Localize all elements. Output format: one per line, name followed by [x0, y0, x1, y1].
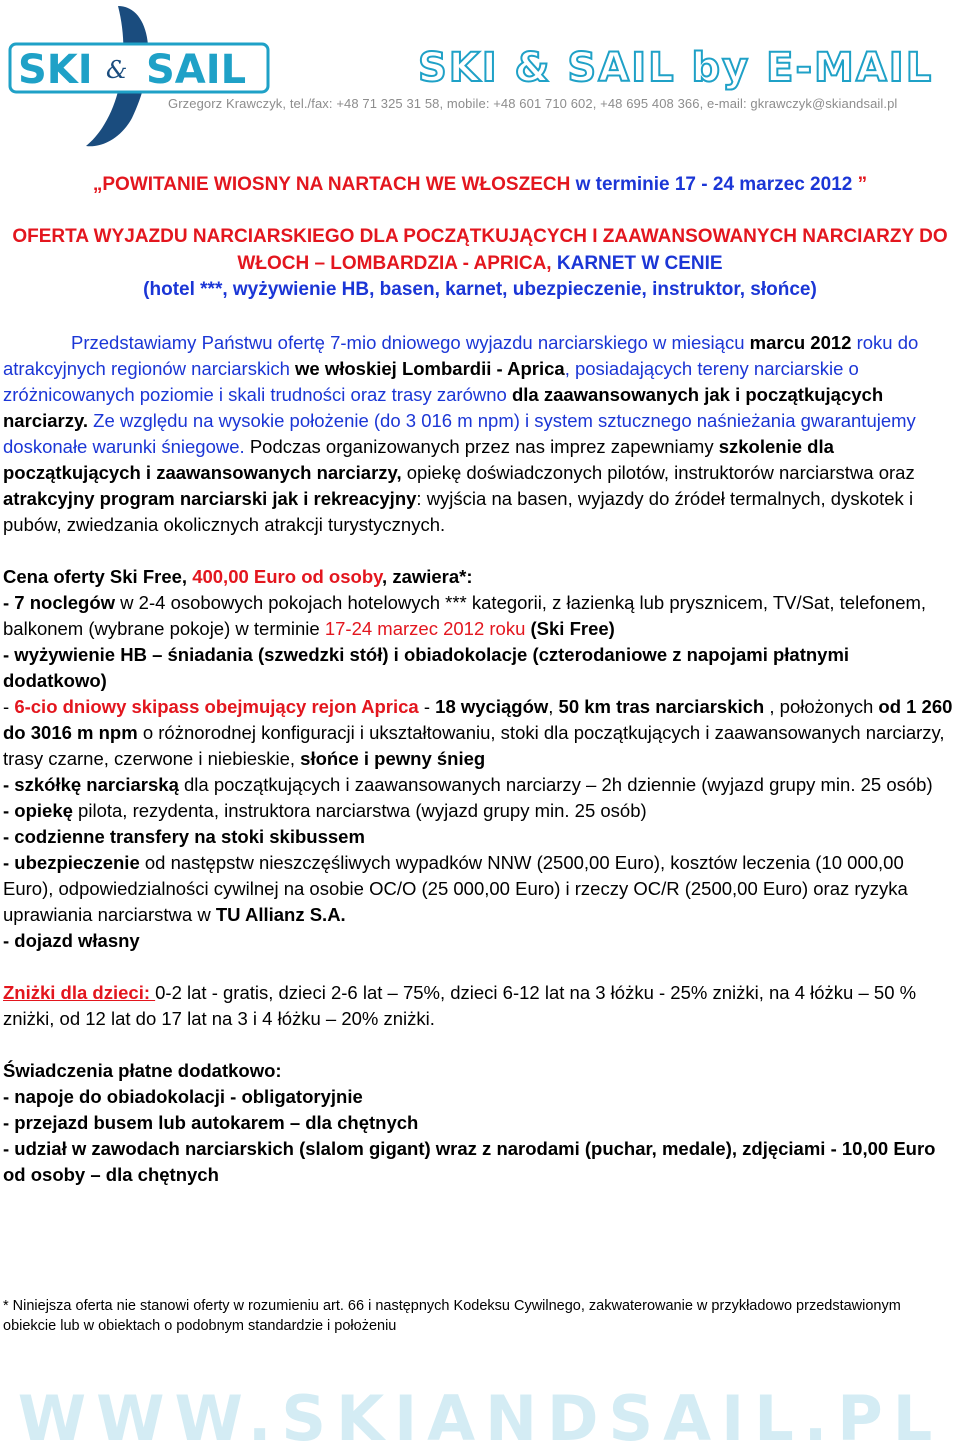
intro-text: Ze względu na wysokie położenie (do 3 016 m npm) i system sztucznego naśnieżania gwarantujemy doskonałe warunki śniegowe. [3, 409, 916, 457]
ski-and-sail-logo [0, 0, 300, 150]
banner-title: SKI & SAIL by E-MAIL [418, 45, 934, 91]
price-suffix: , zawiera*: [382, 565, 473, 587]
inclusion-item [3, 772, 956, 798]
intro-paragraph [0, 330, 960, 538]
intro-text: opiekę doświadczonych pilotów, instruktorów narciarstwa oraz [401, 461, 915, 483]
inclusion-text: - [418, 695, 436, 717]
intro-text: Podczas organizowanych przez nas imprez zapewniamy [244, 435, 719, 457]
inclusion-text: od 1 260 do 3016 m npm [3, 695, 953, 743]
intro-text: dla zaawansowanych jak i początkujących narciarzy. [3, 383, 884, 431]
price-heading [3, 564, 956, 590]
inclusion-item [3, 694, 956, 772]
discounts-text: 0-2 lat - gratis, dzieci 2-6 lat – 75%, dzieci 6-12 lat na 3 łóżku - 25% zniżki, na 4 łóżku – 50 % zniżki, od 12 lat do 17 lat na 3 i 4 łóżku – 20% zniżki. [3, 981, 917, 1029]
inclusion-item [3, 850, 956, 928]
page-header [0, 0, 960, 150]
inclusion-text: - szkółkę narciarską [3, 773, 179, 795]
extras-item: - udział w zawodach narciarskich (slalom gigant) wraz z narodami (puchar, medale), zdjęciami - 10,00 Euro od osoby – dla chętnych [3, 1137, 936, 1185]
inclusion-text: 17-24 marzec 2012 roku [324, 617, 526, 639]
inclusion-item: - wyżywienie HB – śniadania (szwedzki stół) i obiadokolacje (czterodaniowe z napojami płatnymi dodatkowo) [3, 643, 850, 691]
extras-item: - napoje do obiadokolacji - obligatoryjnie [3, 1085, 363, 1107]
offer-title [0, 172, 960, 198]
inclusion-text: od następstw nieszczęśliwych wypadków NNW (2500,00 Euro), kosztów leczenia (10 000,00 Euro), odpowiedzialności cywilnej na osobie OC/O (25 000,00 Euro) i rzeczy OC/R (2500,00 Euro) oraz ryzyka uprawiania narciarstwa w [3, 851, 908, 925]
extras-heading: Świadczenia płatne dodatkowo: [3, 1059, 282, 1081]
intro-text: szkolenie dla początkujących i zaawansowanych narciarzy, [3, 435, 834, 483]
inclusion-text: , położonych [764, 695, 879, 717]
inclusion-item: - dojazd własny [3, 929, 140, 951]
subtitle-features: (hotel ***, wyżywienie HB, basen, karnet, ubezpieczenie, instruktor, słońce) [143, 279, 817, 300]
inclusion-text: o różnorodnej konfiguracji i ukształtowaniu, stoki dla początkujących i zaawansowanych narciarzy, trasy czarne, czerwone i niebieskie, [3, 721, 945, 769]
price-value: 400,00 Euro od osoby [192, 565, 383, 587]
inclusion-text: pilota, rezydenta, instruktora narciarstwa (wyjazd grupy min. 25 osób) [72, 799, 647, 821]
offer-subtitle [0, 224, 960, 304]
subtitle-blue: KARNET W CENIE [551, 252, 723, 274]
inclusion-text: - ubezpieczenie [3, 851, 140, 873]
title-red: „POWITANIE WIOSNY NA NARTACH WE WŁOSZECH [92, 174, 571, 195]
offer-document [0, 172, 960, 1188]
inclusion-text: TU Allianz S.A. [215, 903, 346, 925]
intro-text: , posiadających tereny narciarskie o zróżnicowanych poziomie i skali trudności oraz trasy zarówno [3, 357, 859, 405]
title-close-quote: ” [852, 174, 868, 195]
contact-line: Grzegorz Krawczyk, tel./fax: +48 71 325 31 58, mobile: +48 601 710 602, +48 695 408 366, e-mail: gkrawczyk@skiandsail.pl [168, 96, 898, 111]
inclusion-text: w 2-4 osobowych pokojach hotelowych *** kategorii, z łazienką lub prysznicem, TV/Sat, telefonem, balkonem (wybrane pokoje) w terminie [3, 591, 927, 639]
website-banner [0, 1382, 960, 1449]
discounts-label: Zniżki dla dzieci: [3, 981, 156, 1003]
inclusion-text: - opiekę [3, 799, 73, 821]
inclusion-item [3, 798, 956, 824]
child-discounts [0, 980, 960, 1032]
logo-sail-text: SAIL [146, 47, 247, 93]
intro-text: : wyjścia na basen, wyjazdy do źródeł termalnych, dyskotek i pubów, zwiedzania okolicznych atrakcji turystycznych. [3, 487, 914, 535]
intro-text: marcu 2012 [749, 331, 852, 353]
price-label: Cena oferty Ski Free, [3, 565, 193, 587]
extras-item: - przejazd busem lub autokarem – dla chętnych [3, 1111, 419, 1133]
intro-text: Przedstawiamy Państwu ofertę 7-mio dniowego wyjazdu narciarskiego w miesiącu [71, 331, 750, 353]
extra-services [0, 1058, 960, 1188]
inclusion-text: dla początkujących i zaawansowanych narciarzy – 2h dziennie (wyjazd grupy min. 25 osób) [178, 773, 933, 795]
inclusion-text: , [548, 695, 559, 717]
inclusion-text: 6-cio dniowy skipass obejmujący rejon Aprica [14, 695, 419, 717]
intro-text: roku do atrakcyjnych regionów narciarskich [3, 331, 919, 379]
offer-inclusions [0, 564, 960, 954]
website-url: WWW.SKIANDSAIL.PL [17, 1382, 943, 1449]
logo-amp-text: & [106, 56, 128, 84]
logo-ski-text: SKI [18, 47, 93, 93]
inclusion-text: słońce i pewny śnieg [300, 747, 486, 769]
inclusion-text: (Ski Free) [525, 617, 615, 639]
inclusion-text: - [3, 695, 15, 717]
inclusion-text: 50 km tras narciarskich [558, 695, 765, 717]
inclusion-text: - 7 noclegów [3, 591, 116, 613]
title-dates: w terminie 17 - 24 marzec 2012 [570, 174, 853, 195]
intro-text: we włoskiej Lombardii - Aprica [295, 357, 565, 379]
inclusion-item [3, 590, 956, 642]
intro-text: atrakcyjny program narciarski jak i rekreacyjny [3, 487, 417, 509]
inclusion-text: 18 wyciągów [435, 695, 549, 717]
subtitle-red: OFERTA WYJAZDU NARCIARSKIEGO DLA POCZĄTKUJĄCYCH I ZAAWANSOWANYCH NARCIARZY DO WŁOCH – LOMBARDZIA - APRICA, [12, 226, 948, 274]
footnote: * Niniejsza oferta nie stanowi oferty w rozumieniu art. 66 i następnych Kodeksu Cywilnego, zakwaterowanie w przykładowo przedstawionym obiekcie lub w obiektach o podobnym standardzie i położeniu [3, 1298, 901, 1334]
inclusion-item: - codzienne transfery na stoki skibussem [3, 825, 365, 847]
